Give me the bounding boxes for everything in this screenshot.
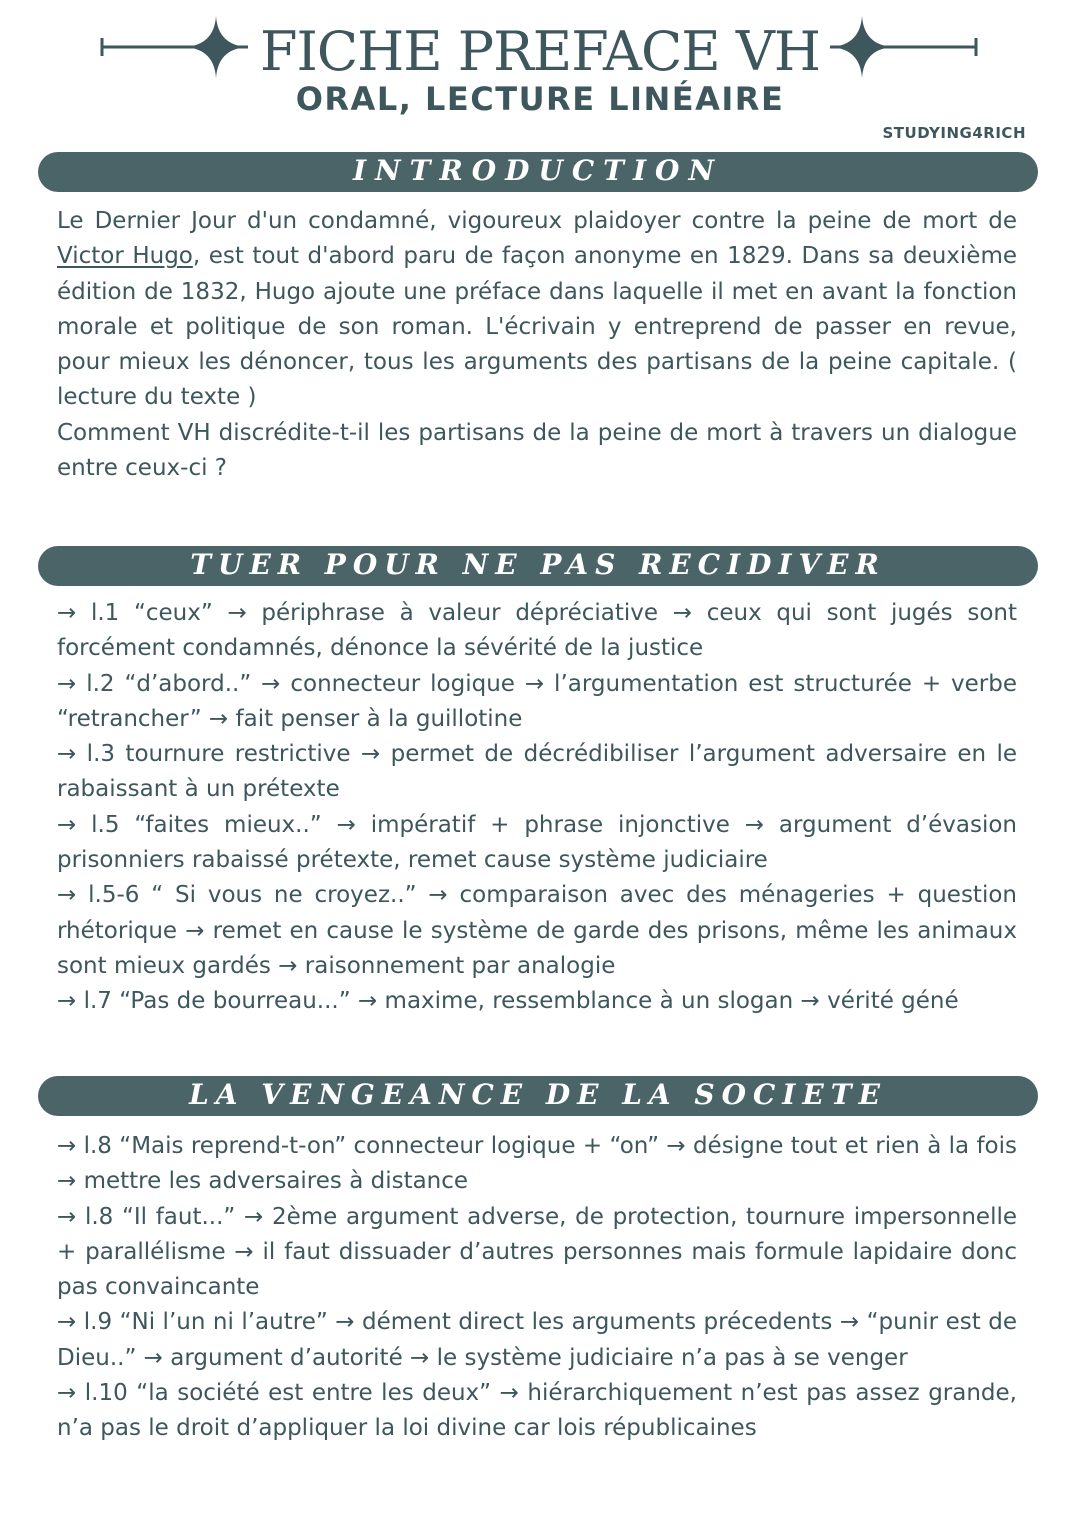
list-item: → l.8 “Mais reprend-t-on” connecteur logique + “on” → désigne tout et rien à la fois → mettre les adversaires à distance — [57, 1133, 1017, 1195]
list-item: → l.10 “la société est entre les deux” → hiérarchiquement n’est pas assez grande, n’a pas le droit d’appliquer la loi divine car lois républicaines — [57, 1380, 1017, 1442]
intro-text-end: , est tout d'abord paru de façon anonyme en 1829. Dans sa deuxième édition de 1832, Hugo ajoute une préface dans laquelle il met en avant la fonction morale et politique de son roman. L'écrivain y entreprend de passer en revue, pour mieux les dénoncer, tous les arguments des partisans de la peine capitale. ( lecture du texte ) — [57, 243, 1018, 411]
list-item: → l.8 “Il faut...” → 2ème argument adverse, de protection, tournure impersonnelle + parallélisme → il faut dissuader d’autres personnes mais formule lapidaire donc pas convaincante — [57, 1203, 1017, 1301]
section-title: LA VENGEANCE DE LA SOCIETE — [189, 1078, 887, 1111]
section-banner-recidive — [38, 546, 1038, 586]
problem-question: Comment VH discrédite-t-il les partisans de la peine de mort à travers un dialogue entre ceux-ci ? — [57, 419, 1017, 482]
section-banner-introduction — [38, 152, 1038, 192]
list-item: → l.5-6 “ Si vous ne croyez..” → comparaison avec des ménageries + question rhétorique → remet en cause le système de garde des prisons, même les animaux sont mieux gardés → raisonnement par analogie — [57, 882, 1017, 979]
introduction-paragraph — [57, 204, 1017, 416]
section-title: TUER POUR NE PAS RECIDIVER — [190, 548, 886, 581]
introduction-text — [57, 204, 1017, 486]
section-title: INTRODUCTION — [352, 154, 724, 187]
intro-text-start: Le Dernier Jour d'un condamné, vigoureux plaidoyer contre la peine de mort de — [57, 208, 1017, 234]
list-item: → l.5 “faites mieux..” → impératif + phrase injonctive → argument d’évasion prisonniers rabaissé prétexte, remet cause système judiciaire — [57, 811, 1017, 874]
author-credit: STUDYING4RICH — [882, 124, 1026, 142]
right-star-divider-icon — [828, 14, 978, 84]
section-banner-vengeance — [38, 1076, 1038, 1116]
list-item: → l.7 “Pas de bourreau...” → maxime, ressemblance à un slogan → vérité géné — [57, 988, 959, 1015]
list-item: → l.3 tournure restrictive → permet de décrédibiliser l’argument adversaire en le rabaissant à un prétexte — [57, 741, 1017, 803]
vengeance-list — [57, 1129, 1017, 1447]
page-subtitle: ORAL, LECTURE LINÉAIRE — [295, 80, 785, 118]
page-title: FICHE PREFACE VH — [260, 20, 820, 83]
list-item: → l.2 “d’abord..” → connecteur logique → l’argumentation est structurée + verbe “retrancher” → fait penser à la guillotine — [57, 670, 1017, 732]
list-item: → l.9 “Ni l’un ni l’autre” → dément direct les arguments précedents → “punir est de Dieu..” → argument d’autorité → le système judiciaire n’a pas à se venger — [57, 1309, 1017, 1371]
author-name: Victor Hugo — [57, 243, 193, 270]
list-item: → l.1 “ceux” → périphrase à valeur dépréciative → ceux qui sont jugés sont forcément condamnés, dénonce la sévérité de la justice — [57, 600, 1017, 662]
recidive-list — [57, 596, 1017, 1020]
